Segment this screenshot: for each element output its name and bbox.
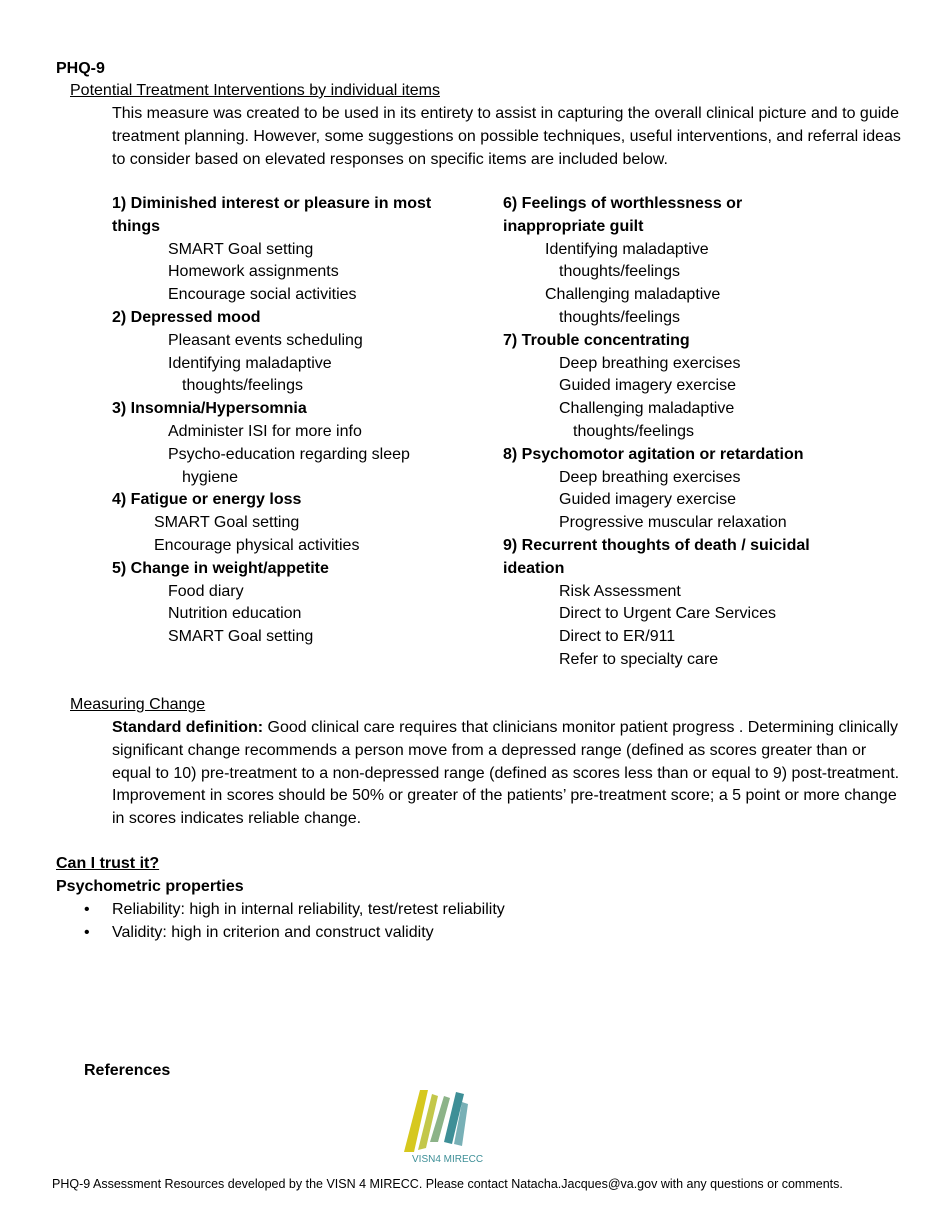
intervention-item: thoughts/feelings — [182, 377, 303, 395]
item-heading: 6) Feelings of worthlessness or — [503, 195, 743, 212]
intervention-item: thoughts/feelings — [573, 422, 694, 440]
intervention-item: SMART Goal setting — [168, 628, 314, 646]
trust-heading: Can I trust it? — [56, 855, 160, 872]
intervention-item: Nutrition education — [168, 605, 302, 623]
item-heading: 8) Psychomotor agitation or retardation — [503, 445, 804, 463]
item-heading: 3) Insomnia/Hypersomnia — [112, 400, 307, 418]
intervention-item: thoughts/feelings — [559, 308, 680, 326]
intervention-item: Food diary — [168, 582, 244, 600]
intervention-item: Guided imagery exercise — [559, 491, 736, 509]
intervention-item: Administer ISI for more info — [168, 422, 362, 440]
intervention-item: Deep breathing exercises — [559, 354, 741, 372]
measuring-change-heading: Measuring Change — [70, 696, 206, 713]
item-heading: 4) Fatigue or energy loss — [112, 491, 302, 509]
intervention-item: thoughts/feelings — [559, 263, 680, 281]
intervention-item: Challenging maladaptive — [545, 286, 721, 304]
item-heading: 1) Diminished interest or pleasure in most — [112, 195, 432, 212]
interventions-right-column — [503, 193, 810, 672]
measuring-change-paragraph — [112, 717, 902, 831]
intervention-item: Homework assignments — [168, 263, 339, 281]
item-heading: inappropriate guilt — [503, 217, 644, 235]
intervention-item: Identifying maladaptive — [168, 354, 332, 372]
document-title: PHQ-9 — [56, 60, 105, 77]
psychometric-list — [84, 899, 505, 945]
intervention-item: hygiene — [182, 468, 239, 486]
list-item: • Reliability: high in internal reliability, test/retest reliability — [84, 899, 505, 922]
intervention-item: Refer to specialty care — [559, 650, 719, 668]
intervention-item: Risk Assessment — [559, 582, 681, 600]
footer-text: PHQ-9 Assessment Resources developed by the VISN 4 MIRECC. Please contact Natacha.Jacques@va.gov with any questions or comments. — [52, 1177, 843, 1191]
intervention-item: Direct to ER/911 — [559, 628, 676, 646]
item-heading: 5) Change in weight/appetite — [112, 559, 329, 577]
intervention-item: Pleasant events scheduling — [168, 331, 363, 349]
mirecc-logo-icon — [392, 1082, 502, 1168]
interventions-intro: This measure was created to be used in its entirety to assist in capturing the overall clinical picture and to guide treatment planning. However, some suggestions on possible techniques, useful interventions, and referral ideas to consider based on elevated responses on specific items are included below. — [112, 105, 901, 168]
psychometric-heading: Psychometric properties — [56, 878, 244, 895]
item-heading: 9) Recurrent thoughts of death / suicidal — [503, 536, 810, 554]
item-heading: things — [112, 217, 160, 235]
item-heading: 7) Trouble concentrating — [503, 331, 690, 349]
intervention-item: Encourage physical activities — [154, 536, 360, 554]
intervention-item: Guided imagery exercise — [559, 377, 736, 395]
references-heading: References — [84, 1062, 171, 1079]
intervention-item: Challenging maladaptive — [559, 400, 735, 418]
item-heading: 2) Depressed mood — [112, 308, 261, 326]
interventions-heading: Potential Treatment Interventions by individual items — [70, 82, 440, 99]
intervention-item: Direct to Urgent Care Services — [559, 605, 776, 623]
standard-definition-label: Standard definition: — [112, 719, 264, 736]
intervention-item: Encourage social activities — [168, 286, 357, 304]
intervention-item: Psycho-education regarding sleep — [168, 445, 410, 463]
intervention-item: SMART Goal setting — [168, 240, 314, 258]
intervention-item: Deep breathing exercises — [559, 468, 741, 486]
intervention-item: SMART Goal setting — [154, 514, 300, 532]
logo-text: VISN4 MIRECC — [412, 1154, 484, 1165]
standard-definition-text: Good clinical care requires that clinicians monitor patient progress . Determining clinically significant change recommends a person move from a depressed range (defined as scores greater than or equal to 10) pre-treatment to a non-depressed range (defined as scores less than or equal to 9) post-treatment. Improvement in scores should be 50% or greater of the patients’ pre-treatment score; a 5 point or more change in scores indicates reliable change. — [112, 719, 900, 828]
intervention-item: Progressive muscular relaxation — [559, 514, 787, 532]
item-heading: ideation — [503, 559, 565, 577]
intervention-item: Identifying maladaptive — [545, 240, 709, 258]
list-item: • Validity: high in criterion and construct validity — [84, 922, 505, 945]
mirecc-logo — [392, 1082, 502, 1168]
interventions-left-column — [112, 193, 431, 649]
